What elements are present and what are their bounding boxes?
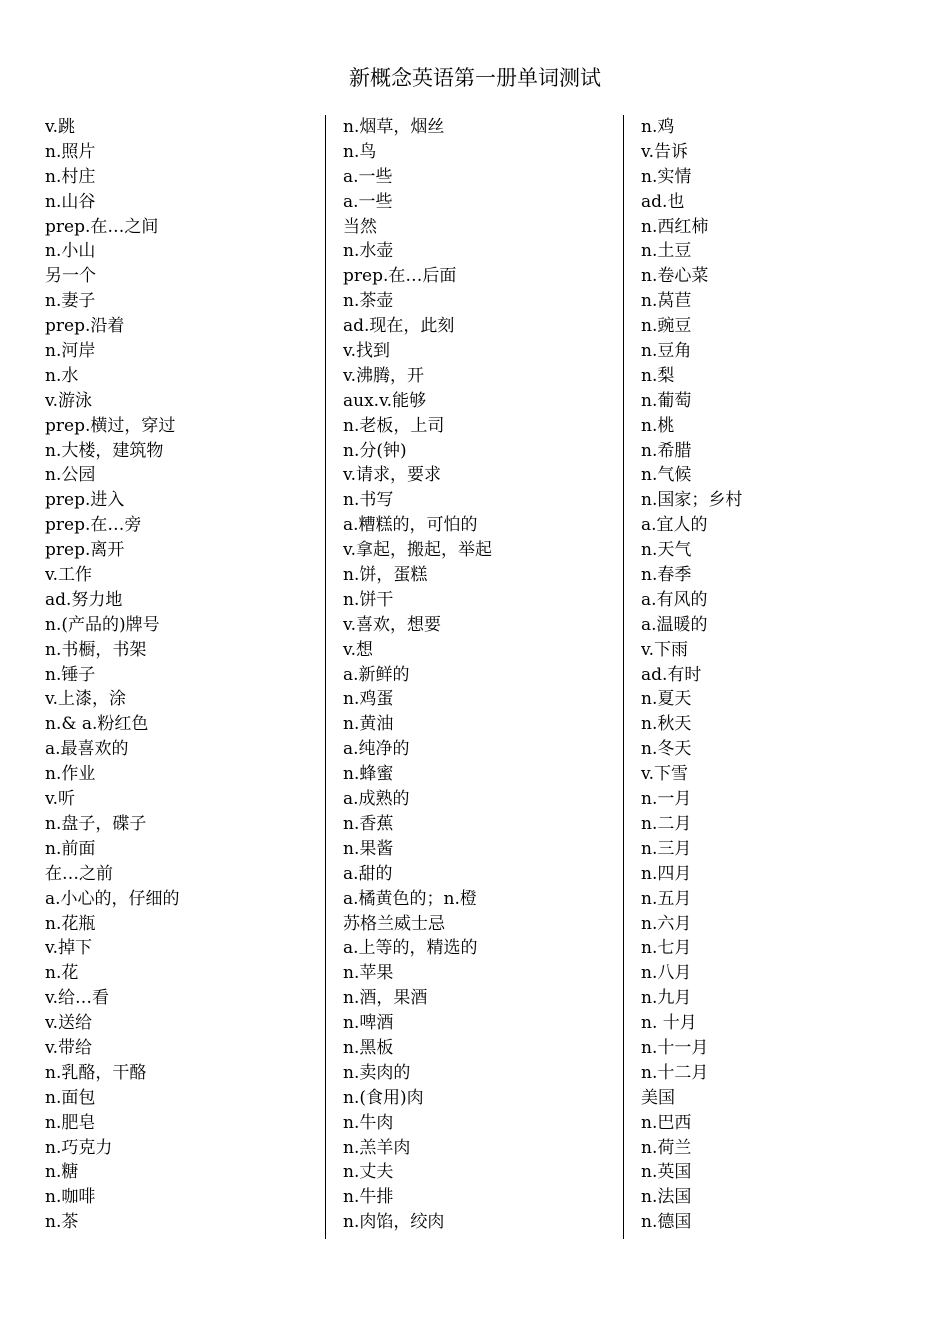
vocab-entry: n.牛排 (343, 1187, 394, 1208)
vocab-entry: n.糖 (45, 1162, 79, 1183)
vocab-entry: 另一个 (45, 266, 96, 287)
vocab-entry: n.前面 (45, 838, 96, 859)
vocab-entry: n.小山 (45, 241, 96, 262)
word-list-2 (343, 115, 623, 1235)
vocab-entry: n.梨 (641, 365, 675, 386)
vocab-entry: a.新鲜的 (343, 664, 410, 685)
vocab-entry: 当然 (343, 216, 377, 237)
vocab-entry: n.花瓶 (45, 913, 96, 934)
vocab-entry: n.豆角 (641, 341, 692, 362)
vocab-entry: n.巴西 (641, 1112, 692, 1133)
vocab-entry: n.九月 (641, 988, 692, 1009)
vocab-entry: n.村庄 (45, 166, 96, 187)
vocab-entry: n.六月 (641, 913, 692, 934)
vocab-entry: a.一些 (343, 166, 393, 187)
vocab-entry: v.拿起，搬起，举起 (343, 540, 492, 561)
vocab-entry: n.花 (45, 963, 79, 984)
vocab-entry: a.甜的 (343, 863, 393, 884)
vocab-entry: n.羔羊肉 (343, 1137, 411, 1158)
vocab-entry: n.面包 (45, 1087, 96, 1108)
vocab-entry: n.牛肉 (343, 1112, 394, 1133)
vocab-entry: n.公园 (45, 465, 96, 486)
vocab-entry: n.实情 (641, 166, 692, 187)
vocab-entry: v.掉下 (45, 938, 92, 959)
vocab-entry: n.秋天 (641, 714, 692, 735)
vocab-entry: v.告诉 (641, 141, 688, 162)
vocab-entry: n.果酱 (343, 838, 394, 859)
vocab-entry: n.妻子 (45, 291, 96, 312)
vocab-entry: n.莴苣 (641, 291, 692, 312)
vocab-entry: n.啤酒 (343, 1013, 394, 1034)
vocab-entry: n.气候 (641, 465, 692, 486)
vocab-entry: prep.横过，穿过 (45, 415, 176, 436)
vocab-entry: prep.离开 (45, 540, 125, 561)
vocab-entry: n.苹果 (343, 963, 394, 984)
vocab-entry: a.糟糕的，可怕的 (343, 515, 478, 536)
page-title: 新概念英语第一册单词测试 (349, 66, 601, 90)
vocab-entry: v.想 (343, 639, 373, 660)
vocab-entry: n.五月 (641, 888, 692, 909)
vocab-entry: 苏格兰威士忌 (343, 913, 445, 934)
vocab-entry: n.卷心菜 (641, 266, 709, 287)
vocab-entry: n.夏天 (641, 689, 692, 710)
vocab-entry: n.茶 (45, 1212, 79, 1233)
vocab-entry: prep.在…之间 (45, 216, 159, 237)
vocab-entry: n.山谷 (45, 191, 96, 212)
vocab-entry: n.一月 (641, 789, 692, 810)
vocab-entry: n.鸡 (641, 117, 675, 137)
vocab-entry: n.三月 (641, 838, 692, 859)
vocab-entry: n.天气 (641, 540, 692, 561)
vocab-entry: n.四月 (641, 863, 692, 884)
vocab-entry: n.照片 (45, 141, 96, 162)
vocab-entry: n.盘子，碟子 (45, 813, 147, 834)
vocab-entry: n.分(钟) (343, 440, 407, 461)
vocab-entry: v.上漆，涂 (45, 689, 126, 710)
vocab-entry: n.豌豆 (641, 316, 692, 337)
vocab-entry: n.书写 (343, 490, 394, 511)
vocab-entry: a.橘黄色的；n.橙 (343, 888, 477, 909)
word-list-3 (641, 115, 923, 1235)
vocab-entry: n.肉馅，绞肉 (343, 1212, 445, 1233)
vocab-entry: n.荷兰 (641, 1137, 692, 1158)
vocab-entry: n.二月 (641, 813, 692, 834)
vocab-entry: ad.有时 (641, 664, 702, 685)
vocab-entry: n.法国 (641, 1187, 692, 1208)
vocab-entry: a.有风的 (641, 589, 708, 610)
vocab-entry: n.冬天 (641, 739, 692, 760)
vocab-entry: n.蜂蜜 (343, 764, 394, 785)
vocab-entry: n.八月 (641, 963, 692, 984)
vocab-entry: n.大楼，建筑物 (45, 440, 164, 461)
vocab-entry: n.书橱，书架 (45, 639, 147, 660)
vocab-entry: v.带给 (45, 1037, 92, 1058)
vocab-entry: n.乳酪，干酪 (45, 1062, 147, 1083)
vocab-entry: a.成熟的 (343, 789, 410, 810)
vocab-entry: prep.在…后面 (343, 266, 457, 287)
vocab-entry: n.巧克力 (45, 1137, 113, 1158)
vocab-entry: a.一些 (343, 191, 393, 212)
vocab-entry: v.下雪 (641, 764, 688, 785)
vocab-entry: v.游泳 (45, 390, 92, 411)
vocab-entry: n.希腊 (641, 440, 692, 461)
vocab-entry: n.酒，果酒 (343, 988, 428, 1009)
vocab-entry: n.鸡蛋 (343, 689, 394, 710)
vocab-entry: v.工作 (45, 565, 92, 586)
vocab-entry: n.土豆 (641, 241, 692, 262)
vocab-entry: 在…之前 (45, 863, 113, 884)
vocab-entry: 美国 (641, 1087, 675, 1108)
vocab-entry: v.找到 (343, 341, 390, 362)
vocab-entry: n.烟草，烟丝 (343, 117, 445, 137)
word-list-1 (45, 115, 325, 1235)
vocab-entry: n.国家；乡村 (641, 490, 743, 511)
vocab-entry: n.葡萄 (641, 390, 692, 411)
word-column-2 (325, 115, 623, 1239)
vocab-entry: a.纯净的 (343, 739, 410, 760)
vocab-entry: v.听 (45, 789, 75, 810)
vocab-entry: n.饼，蛋糕 (343, 565, 428, 586)
vocab-entry: n.香蕉 (343, 813, 394, 834)
vocab-entry: a.宜人的 (641, 515, 708, 536)
vocab-entry: prep.进入 (45, 490, 125, 511)
vocab-entry: n.老板，上司 (343, 415, 445, 436)
vocab-entry: n.桃 (641, 415, 675, 436)
vocab-entry: ad.现在，此刻 (343, 316, 455, 337)
vocab-entry: n.丈夫 (343, 1162, 394, 1183)
vocab-entry: v.送给 (45, 1013, 92, 1034)
vocab-entry: a.温暖的 (641, 614, 708, 635)
word-column-3 (623, 115, 923, 1239)
vocab-entry: n.黄油 (343, 714, 394, 735)
vocab-entry: n.水 (45, 365, 79, 386)
vocab-entry: n.鸟 (343, 141, 377, 162)
vocab-entry: n.卖肉的 (343, 1062, 411, 1083)
vocab-entry: n.(食用)肉 (343, 1087, 424, 1108)
vocab-entry: ad.也 (641, 191, 685, 212)
vocab-entry: a.上等的，精选的 (343, 938, 478, 959)
vocab-entry: v.下雨 (641, 639, 688, 660)
vocab-entry: n.河岸 (45, 341, 96, 362)
vocab-entry: n.西红柿 (641, 216, 709, 237)
vocab-entry: n.黑板 (343, 1037, 394, 1058)
vocab-entry: n.春季 (641, 565, 692, 586)
vocab-entry: a.小心的，仔细的 (45, 888, 180, 909)
vocab-entry: n.十二月 (641, 1062, 709, 1083)
vocab-entry: n.& a.粉红色 (45, 714, 149, 735)
vocab-entry: n.作业 (45, 764, 96, 785)
vocab-entry: n.七月 (641, 938, 692, 959)
vocab-entry: v.喜欢，想要 (343, 614, 441, 635)
vocab-entry: n.茶壶 (343, 291, 394, 312)
vocab-entry: a.最喜欢的 (45, 739, 129, 760)
vocab-entry: n.水壶 (343, 241, 394, 262)
vocab-entry: ad.努力地 (45, 589, 123, 610)
vocab-entry: n.十一月 (641, 1037, 709, 1058)
vocab-entry: v.给…看 (45, 988, 109, 1009)
vocab-entry: aux.v.能够 (343, 390, 427, 411)
vocab-entry: v.沸腾，开 (343, 365, 424, 386)
vocab-entry: n. 十月 (641, 1013, 697, 1034)
vocab-entry: n.锤子 (45, 664, 96, 685)
vocab-entry: n.肥皂 (45, 1112, 96, 1133)
vocab-entry: n.饼干 (343, 589, 394, 610)
vocab-entry: n.德国 (641, 1212, 692, 1233)
vocab-entry: v.跳 (45, 117, 75, 137)
vocab-entry: v.请求，要求 (343, 465, 441, 486)
vocab-entry: n.(产品的)牌号 (45, 614, 160, 635)
word-column-1 (45, 115, 325, 1239)
vocab-entry: prep.沿着 (45, 316, 125, 337)
vocab-entry: prep.在…旁 (45, 515, 142, 536)
vocab-entry: n.咖啡 (45, 1187, 96, 1208)
vocab-entry: n.英国 (641, 1162, 692, 1183)
